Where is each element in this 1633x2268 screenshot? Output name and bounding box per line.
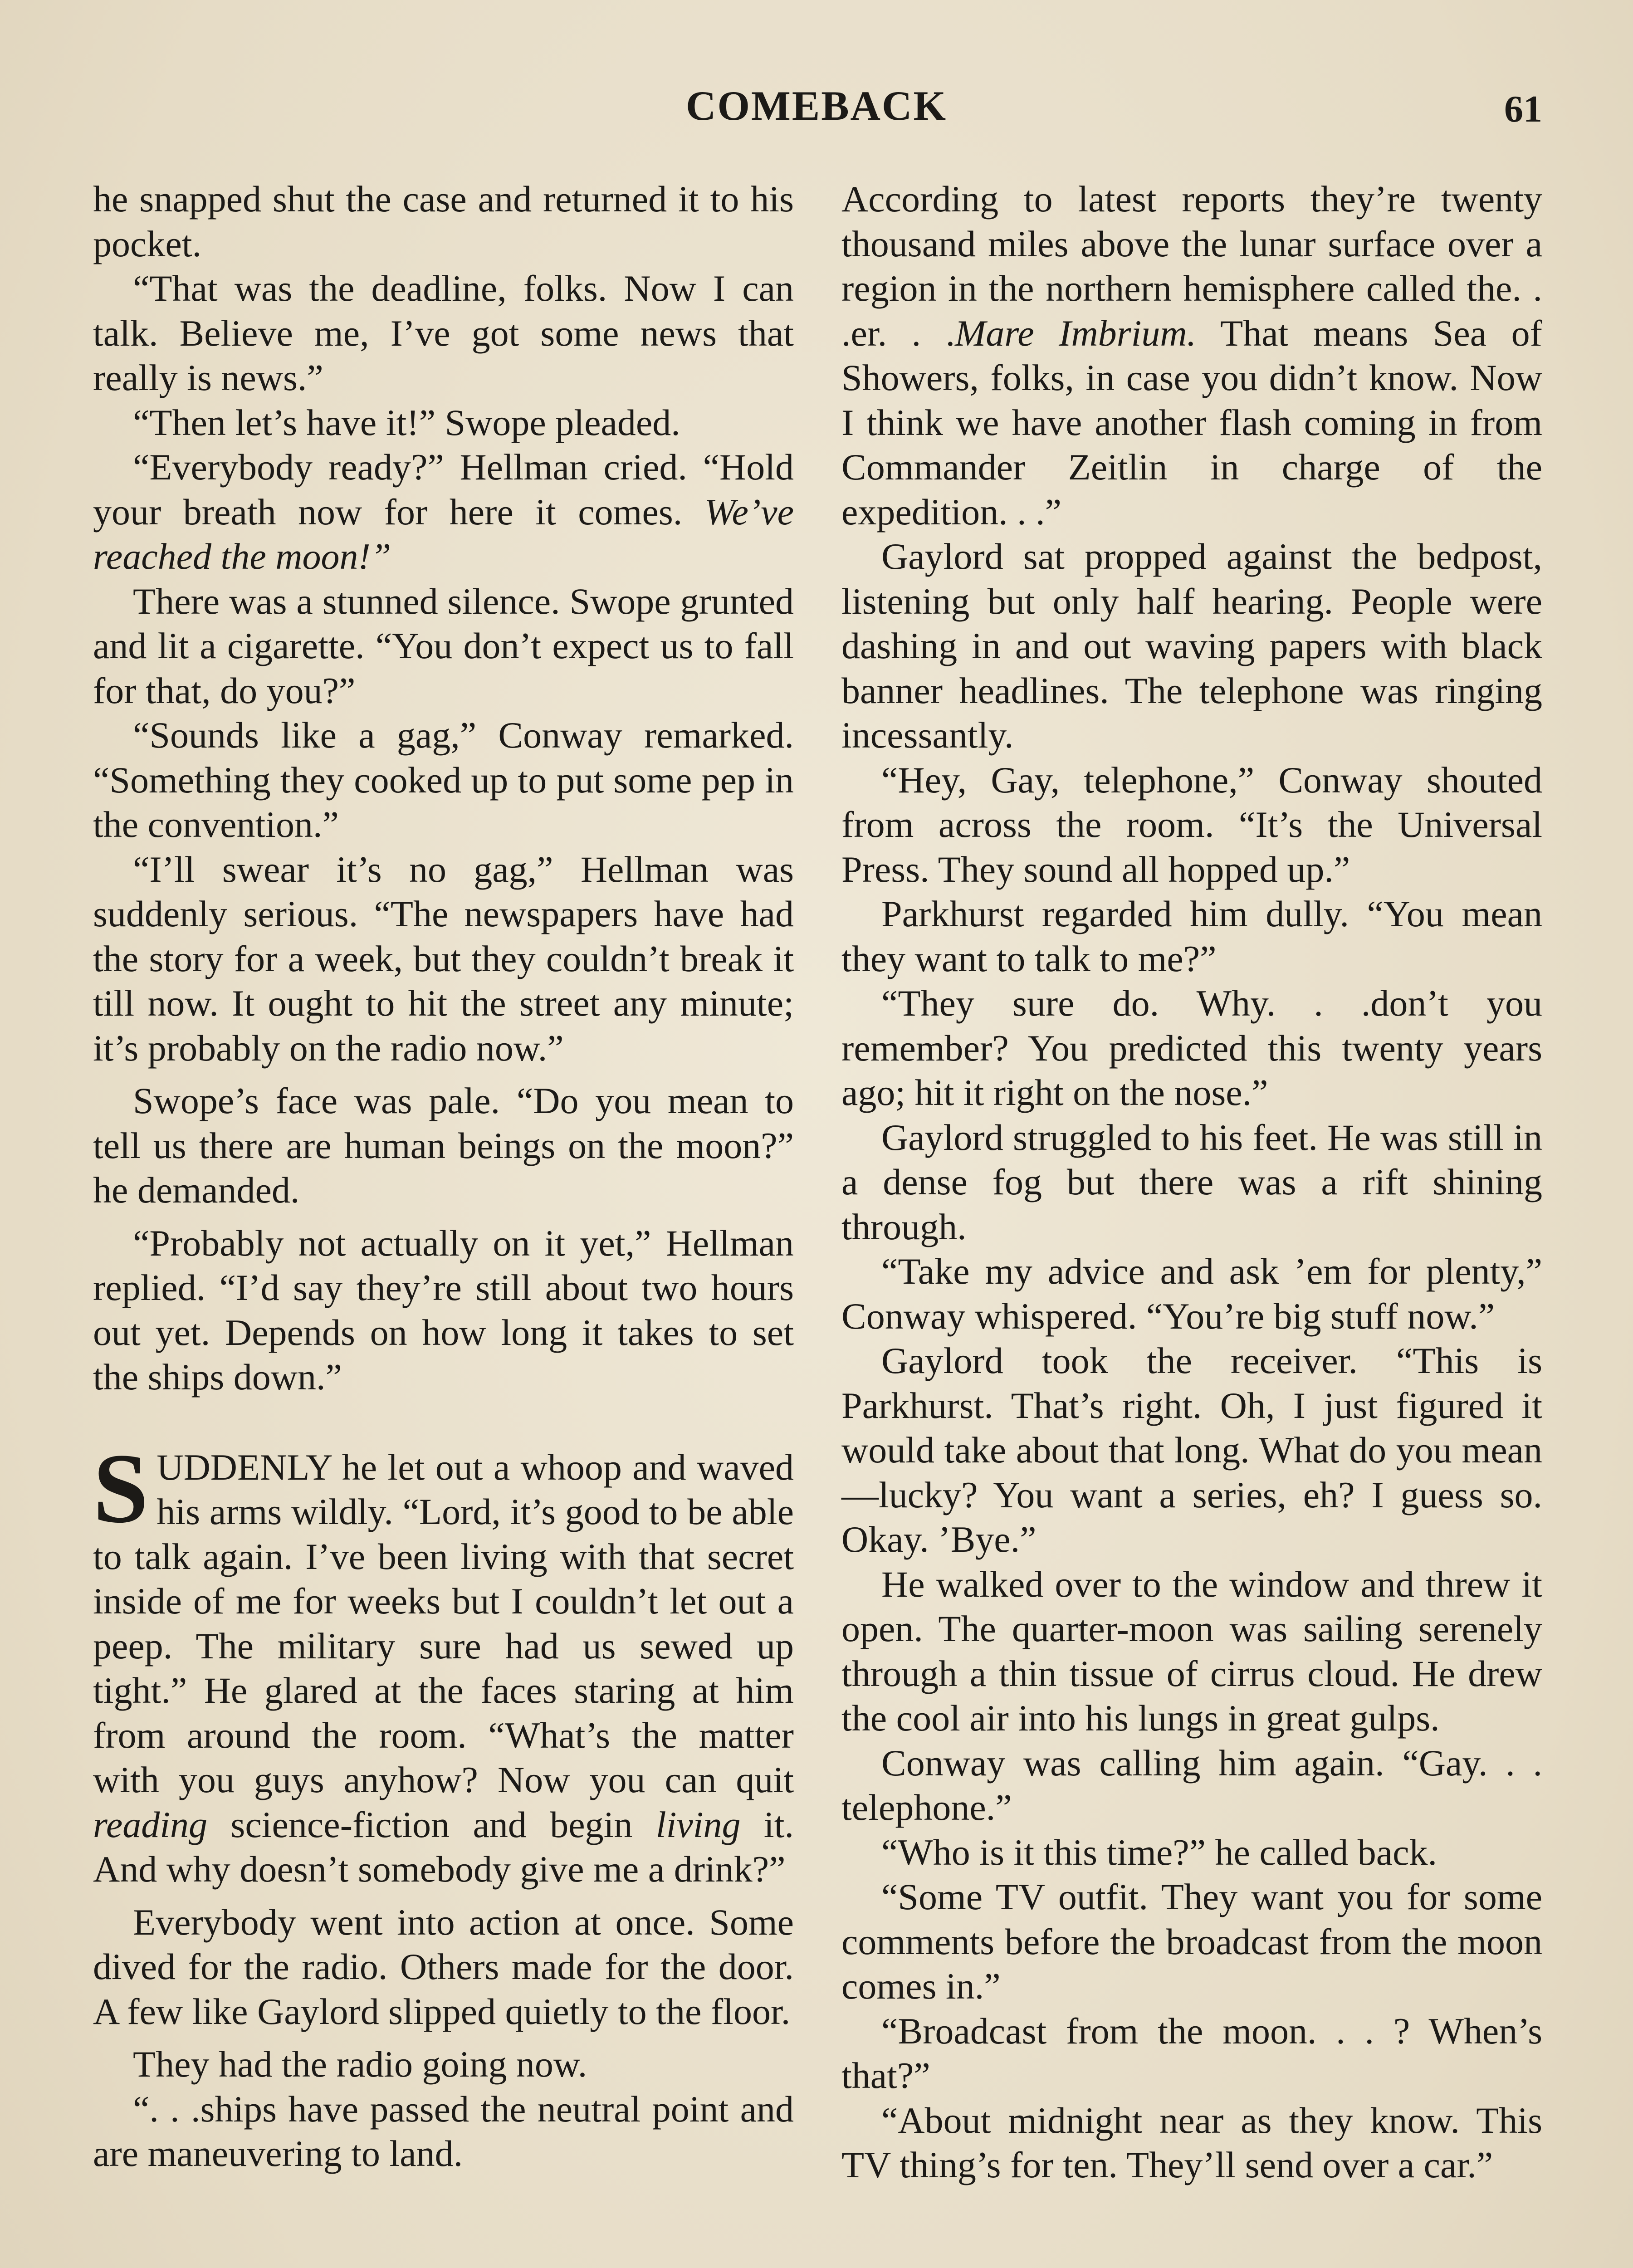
emphasis-text: living (655, 1804, 741, 1845)
emphasis-text: Mare Imbrium. (955, 312, 1197, 354)
paragraph: “They sure do. Why. . .don’t you remember? You predicted this twenty years ago; hit it right on the nose.” (841, 982, 1542, 1113)
paragraph: Swope’s face was pale. “Do you mean to tell us there are human beings on the moon?” he demanded. (93, 1080, 794, 1211)
emphasis-text: We’ve reached the moon!” (93, 491, 794, 577)
text-run: he let out a whoop and waved his arms wildly. “Lord, it’s good to be able to talk again. I’ve been living with that secret inside of me for weeks but I couldn’t let out a peep. The military sure had us sewed up tight.” He glared at the faces staring at him from around the room. “What’s the matter with you guys anyhow? Now you can quit (93, 1446, 794, 1800)
paragraph: “I’ll swear it’s no gag,” Hellman was suddenly serious. “The newspapers have had the story for a week, but they couldn’t break it till now. It ought to hit the street any minute; it’s probably on the radio now.” (93, 848, 794, 1069)
paragraph (841, 177, 1542, 534)
paragraph: Gaylord took the receiver. “This is Parkhurst. That’s right. Oh, I just figured it would take about that long. What do you mean—lucky? You want a series, eh? I guess so. Okay. ’Bye.” (841, 1340, 1542, 1560)
paragraph: There was a stunned silence. Swope grunted and lit a cigarette. “You don’t expect us to fall for that, do you?” (93, 580, 794, 711)
section-break (93, 1400, 794, 1445)
paragraph: “Sounds like a gag,” Conway remarked. “Something they cooked up to put some pep in the convention.” (93, 714, 794, 845)
paragraph: Everybody went into action at once. Some dived for the radio. Others made for the door. A few like Gaylord slipped quietly to the floor. (93, 1901, 794, 2032)
text-run: That means Sea of Showers, folks, in case you didn’t know. Now I think we have another flash coming in from Commander Zeitlin in charge of the expedition. . .” (841, 312, 1542, 533)
paragraph: “About midnight near as they know. This TV thing’s for ten. They’ll send over a car.” (841, 2099, 1542, 2185)
paragraph: Gaylord struggled to his feet. He was still in a dense fog but there was a rift shining through. (841, 1116, 1542, 1247)
lead-in: UDDENLY (156, 1446, 332, 1488)
paragraph: Conway was calling him again. “Gay. . . telephone.” (841, 1742, 1542, 1828)
text-run: it. And why doesn’t somebody give me a drink?” (93, 1804, 794, 1890)
paragraph: They had the radio going now. (133, 2043, 587, 2085)
drop-cap: S (93, 1432, 149, 1544)
paragraph: “Broadcast from the moon. . . ? When’s that?” (841, 2010, 1542, 2096)
paragraph: “Hey, Gay, telephone,” Conway shouted from across the room. “It’s the Universal Press. They sound all hopped up.” (841, 759, 1542, 890)
paragraph: “. . .ships have passed the neutral point and are maneuvering to land. (93, 2088, 794, 2174)
paragraph: “That was the deadline, folks. Now I can talk. Believe me, I’ve got some news that really is news.” (93, 268, 794, 398)
paragraph: He walked over to the window and threw it open. The quarter-moon was sailing serenely through a thin tissue of cirrus cloud. He drew the cool air into his lungs in great gulps. (841, 1563, 1542, 1739)
page-number: 61 (1504, 88, 1542, 130)
paragraph: “Some TV outfit. They want you for some comments before the broadcast from the moon comes in.” (841, 1876, 1542, 2007)
left-column (93, 177, 794, 2176)
paragraph-dropcap (93, 1432, 794, 1892)
paragraph: “Then let’s have it!” Swope pleaded. (133, 401, 680, 443)
paragraph: “Take my advice and ask ’em for plenty,” Conway whispered. “You’re big stuff now.” (841, 1251, 1542, 1337)
emphasis-text: reading (93, 1804, 208, 1845)
paragraph: “Probably not actually on it yet,” Hellman replied. “I’d say they’re still about two hours out yet. Depends on how long it takes to set the ships down.” (93, 1222, 794, 1398)
paragraph (93, 445, 794, 579)
paragraph: Gaylord sat propped against the bedpost, listening but only half hearing. People were dashing in and out waving papers with black banner headlines. The telephone was ringing incessantly. (841, 536, 1542, 756)
paragraph: Parkhurst regarded him dully. “You mean they want to talk to me?” (841, 893, 1542, 979)
page-header (0, 82, 1633, 141)
right-column (841, 177, 1542, 2188)
text-run: According to latest reports they’re twenty thousand miles above the lunar surface over a region in the northern hemisphere called the. . .er. . . (841, 178, 1542, 354)
paragraph: “Who is it this time?” he called back. (881, 1831, 1437, 1873)
text-run: “Everybody ready?” Hellman cried. “Hold your breath now for here it comes. (93, 446, 794, 533)
running-title: COMEBACK (686, 83, 947, 129)
text-run: science-fiction and begin (207, 1804, 656, 1845)
paragraph: he snapped shut the case and returned it to his pocket. (93, 178, 794, 264)
